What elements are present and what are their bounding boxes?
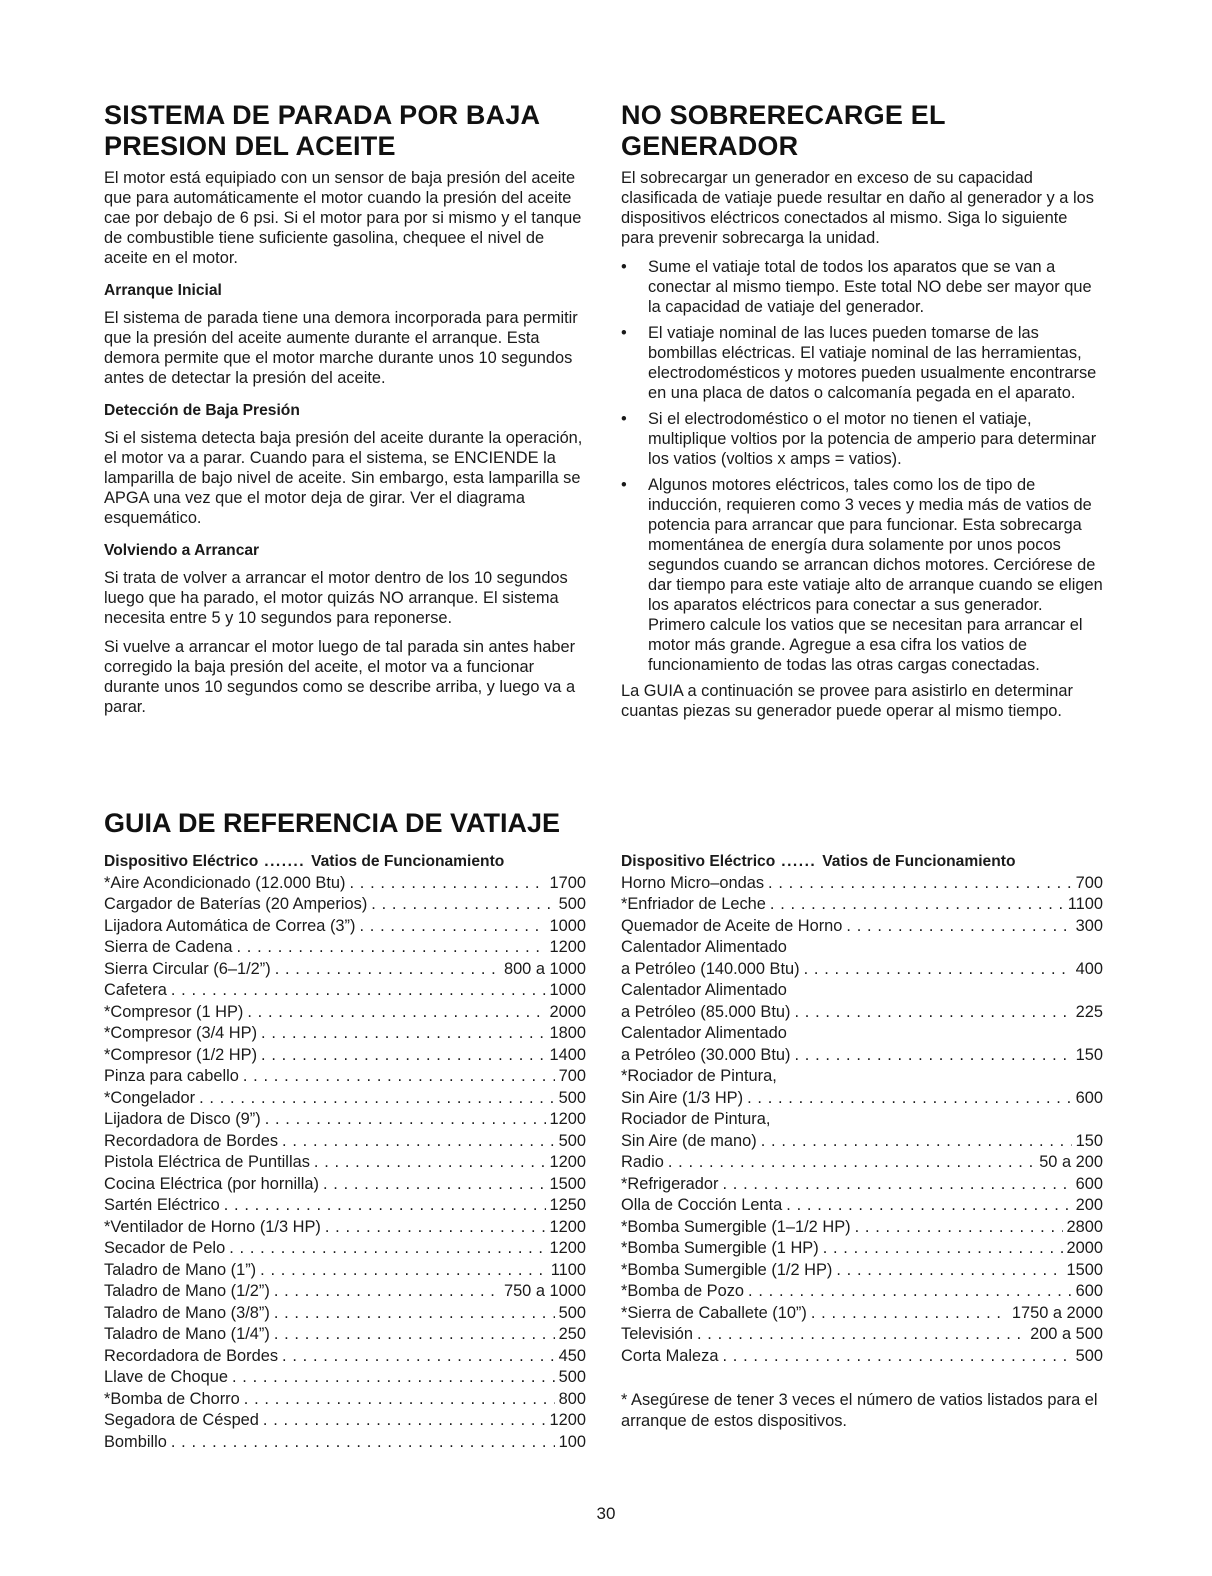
dot-leader bbox=[199, 1088, 555, 1110]
footnote: * Asegúrese de tener 3 veces el número de vatios listados para el arranque de estos dispositivos. bbox=[621, 1391, 1098, 1430]
watts-value: 800 a 1000 bbox=[503, 959, 586, 978]
watts-value: 1100 bbox=[550, 1260, 586, 1279]
device-name: *Compresor (3/4 HP) bbox=[104, 1024, 258, 1042]
table-row bbox=[104, 1066, 586, 1088]
device-name: *Ventilador de Horno (1/3 HP) bbox=[104, 1217, 321, 1236]
table-row bbox=[621, 1045, 1103, 1067]
device-name: *Bomba Sumergible (1/2 HP) bbox=[621, 1260, 833, 1279]
table-row bbox=[621, 1109, 1103, 1131]
watts-value: 2800 bbox=[1066, 1217, 1103, 1236]
table-row bbox=[621, 873, 1103, 895]
watts-value: 400 bbox=[1075, 959, 1103, 978]
dot-leader bbox=[786, 1195, 1071, 1217]
dot-leader bbox=[243, 1066, 555, 1088]
bullet-icon: • bbox=[621, 410, 627, 428]
dot-leader bbox=[261, 1045, 546, 1067]
device-name: Calentador Alimentado bbox=[621, 1024, 787, 1042]
watts-value: 600 bbox=[1075, 1282, 1103, 1300]
table-row bbox=[621, 1023, 1103, 1045]
guide-title: GUIA DE REFERENCIA DE VATIAJE bbox=[104, 808, 561, 838]
section-title-overload: NO SOBRERECARGE EL GENERADOR bbox=[621, 100, 946, 161]
table-row bbox=[621, 1195, 1103, 1217]
dot-leader bbox=[244, 1389, 555, 1411]
device-name: Televisión bbox=[621, 1325, 693, 1343]
dot-leader bbox=[260, 1260, 547, 1282]
device-name: Segadora de Césped bbox=[104, 1411, 259, 1429]
watts-value: 1700 bbox=[549, 873, 586, 892]
dot-leader bbox=[171, 1432, 555, 1454]
watts-value: 200 bbox=[1075, 1196, 1103, 1214]
dot-leader bbox=[314, 1152, 546, 1174]
watts-value: 700 bbox=[558, 1067, 586, 1085]
table-row bbox=[104, 1109, 586, 1131]
device-name: *Refrigerador bbox=[621, 1174, 719, 1193]
device-name: Pistola Eléctrica de Puntillas bbox=[104, 1153, 310, 1171]
table-row bbox=[621, 894, 1103, 916]
table-row bbox=[104, 1023, 586, 1045]
table-row bbox=[621, 1131, 1103, 1153]
paragraph-volviendo-1: Si trata de volver a arrancar el motor dentro de los 10 segundos luego que ha parado, el motor quizás NO arranque. El sistema necesita entre 5 y 10 segundos para reponerse. bbox=[104, 569, 568, 627]
overload-intro: El sobrecargar un generador en exceso de su capacidad clasificada de vatiaje puede resultar en daño al generador y a los dispositivos eléctricos conectados al mismo. Siga lo siguiente para prevenir sobrecarga la unidad. bbox=[621, 169, 1094, 247]
dot-leader bbox=[770, 894, 1064, 916]
device-name: Sin Aire (1/3 HP) bbox=[621, 1088, 744, 1107]
dot-leader bbox=[171, 980, 546, 1002]
dot-leader bbox=[668, 1152, 1035, 1174]
table-row bbox=[621, 1088, 1103, 1110]
device-name: Cafetera bbox=[104, 981, 167, 999]
left-column bbox=[104, 100, 590, 726]
table-row bbox=[621, 916, 1103, 938]
device-name: Recordadora de Bordes bbox=[104, 1131, 279, 1150]
device-name: *Bomba de Pozo bbox=[621, 1282, 745, 1300]
dot-leader bbox=[274, 1281, 500, 1303]
table-row bbox=[104, 1217, 586, 1239]
watts-value: 150 bbox=[1075, 1045, 1103, 1064]
bullet-icon: • bbox=[621, 476, 627, 494]
device-name: Secador de Pelo bbox=[104, 1239, 226, 1257]
table-row bbox=[621, 1066, 1103, 1088]
table-row bbox=[104, 1389, 586, 1411]
table-row bbox=[104, 916, 586, 938]
device-name: a Petróleo (140.000 Btu) bbox=[621, 959, 800, 978]
device-name: Lijadora de Disco (9”) bbox=[104, 1110, 261, 1128]
table-row bbox=[104, 1303, 586, 1325]
device-name: *Congelador bbox=[104, 1088, 196, 1107]
device-name: Llave de Choque bbox=[104, 1368, 228, 1386]
table-row bbox=[104, 1346, 586, 1368]
dot-leader bbox=[247, 1002, 545, 1024]
watts-value: 1400 bbox=[549, 1045, 586, 1064]
watts-value: 1200 bbox=[549, 1217, 586, 1236]
list-item: • Algunos motores eléctricos, tales como los de tipo de inducción, requieren como 3 veces y media más de vatios de potencia para arrancar que para funcionar. Esta sobrecarga momentánea de energía dura solamente por unos pocos segundos cuando se arrancan dichos motores. Cerciórese de dar tiempo para este vatiaje alto de arranque cuando se eligen los aparatos eléctricos para conectar a sus generador. Primero calcule los vatios que se necesitan para arrancar el motor más grande. Agregue a esa cifra los vatios de funcionamiento de todas las otras cargas conectadas. bbox=[621, 476, 1103, 674]
table-row bbox=[621, 1238, 1103, 1260]
table-row bbox=[621, 959, 1103, 981]
header-watts: Vatios de Funcionamiento bbox=[822, 853, 1016, 870]
watts-value: 1250 bbox=[549, 1196, 586, 1214]
watts-value: 750 a 1000 bbox=[503, 1282, 586, 1300]
dot-leader bbox=[747, 1088, 1072, 1110]
device-name: Sierra Circular (6–1/2”) bbox=[104, 959, 271, 978]
header-watts: Vatios de Funcionamiento bbox=[311, 853, 505, 870]
dot-leader bbox=[323, 1174, 546, 1196]
watts-value: 1200 bbox=[549, 1153, 586, 1171]
dot-leader bbox=[265, 1109, 546, 1131]
dot-leader bbox=[804, 959, 1072, 981]
table-row bbox=[104, 1174, 586, 1196]
device-name: Quemador de Aceite de Horno bbox=[621, 916, 843, 935]
table-row bbox=[104, 937, 586, 959]
heading-deteccion: Detección de Baja Presión bbox=[104, 402, 300, 419]
device-name: Pinza para cabello bbox=[104, 1067, 239, 1085]
device-name: *Compresor (1 HP) bbox=[104, 1002, 244, 1021]
device-name: a Petróleo (85.000 Btu) bbox=[621, 1002, 791, 1021]
watts-value: 1800 bbox=[549, 1024, 586, 1042]
device-name: Taladro de Mano (3/8”) bbox=[104, 1303, 270, 1322]
table-header: Dispositivo Eléctrico ....... Vatios de Funcionamiento bbox=[104, 851, 586, 873]
table-body bbox=[621, 873, 1103, 1368]
dot-leader bbox=[232, 1367, 555, 1389]
device-name: Sartén Eléctrico bbox=[104, 1196, 220, 1214]
watts-value: 500 bbox=[558, 1368, 586, 1386]
watts-value: 1200 bbox=[549, 938, 586, 956]
list-item: • Sume el vatiaje total de todos los aparatos que se van a conectar al mismo tiempo. Este total NO debe ser mayor que la capacidad de vatiaje del generador. bbox=[621, 258, 1092, 316]
device-name: Taladro de Mano (1/2”) bbox=[104, 1282, 270, 1300]
dot-leader bbox=[836, 1260, 1062, 1282]
dot-leader bbox=[275, 959, 500, 981]
dot-leader bbox=[768, 873, 1072, 895]
device-name: *Aire Acondicionado (12.000 Btu) bbox=[104, 873, 346, 892]
watts-value: 500 bbox=[558, 1131, 586, 1150]
table-row bbox=[104, 894, 586, 916]
dot-leader bbox=[282, 1346, 555, 1368]
dot-leader bbox=[236, 937, 545, 959]
section-title-low-oil: SISTEMA DE PARADA POR BAJA PRESION DEL ACEITE bbox=[104, 100, 540, 161]
table-row bbox=[621, 1260, 1103, 1282]
bullet-icon: • bbox=[621, 324, 627, 342]
device-name: *Bomba Sumergible (1–1/2 HP) bbox=[621, 1217, 851, 1236]
table-row bbox=[621, 1303, 1103, 1325]
device-name: *Sierra de Caballete (10”) bbox=[621, 1303, 807, 1322]
table-header: Dispositivo Eléctrico ...... Vatios de Funcionamiento bbox=[621, 851, 1103, 873]
device-name: a Petróleo (30.000 Btu) bbox=[621, 1045, 791, 1064]
dot-leader bbox=[325, 1217, 546, 1239]
table-row bbox=[621, 937, 1103, 959]
table-row bbox=[621, 1174, 1103, 1196]
watts-value: 150 bbox=[1075, 1131, 1103, 1150]
dot-leader bbox=[282, 1131, 555, 1153]
device-name: Olla de Cocción Lenta bbox=[621, 1196, 783, 1214]
dot-leader bbox=[794, 1002, 1071, 1024]
table-row bbox=[621, 1152, 1103, 1174]
bullet-icon: • bbox=[621, 258, 627, 276]
wattage-table-right bbox=[621, 851, 1103, 1367]
watts-value: 500 bbox=[1075, 1346, 1103, 1365]
table-row bbox=[104, 959, 586, 981]
watts-value: 1200 bbox=[549, 1110, 586, 1128]
heading-volviendo: Volviendo a Arrancar bbox=[104, 542, 260, 559]
watts-value: 1000 bbox=[549, 916, 586, 935]
page-number: 30 bbox=[596, 1504, 616, 1523]
overload-bullets bbox=[621, 257, 1103, 675]
table-row bbox=[104, 1260, 586, 1282]
table-row bbox=[621, 1217, 1103, 1239]
overload-closing: La GUIA a continuación se provee para asistirlo en determinar cuantas piezas su generador puede operar al mismo tiempo. bbox=[621, 682, 1073, 720]
watts-value: 700 bbox=[1075, 873, 1103, 892]
watts-value: 500 bbox=[558, 1303, 586, 1322]
dot-leader bbox=[359, 916, 545, 938]
dot-leader bbox=[224, 1195, 546, 1217]
device-name: *Compresor (1/2 HP) bbox=[104, 1045, 258, 1064]
watts-value: 50 a 200 bbox=[1039, 1153, 1103, 1171]
watts-value: 225 bbox=[1075, 1002, 1103, 1021]
device-name: Lijadora Automática de Correa (3”) bbox=[104, 916, 356, 935]
dot-leader bbox=[274, 1303, 555, 1325]
device-name: Corta Maleza bbox=[621, 1346, 719, 1365]
dot-leader bbox=[748, 1281, 1072, 1303]
dot-leader bbox=[371, 894, 554, 916]
dot-leader bbox=[229, 1238, 545, 1260]
device-name: Recordadora de Bordes bbox=[104, 1346, 279, 1365]
watts-value: 500 bbox=[558, 1088, 586, 1107]
watts-value: 200 a 500 bbox=[1030, 1325, 1103, 1343]
table-row bbox=[104, 1002, 586, 1024]
table-row bbox=[621, 1346, 1103, 1368]
dot-leader bbox=[263, 1410, 546, 1432]
device-name: Taladro de Mano (1/4”) bbox=[104, 1325, 270, 1343]
device-name: *Rociador de Pintura, bbox=[621, 1067, 777, 1085]
device-name: Sin Aire (de mano) bbox=[621, 1131, 757, 1150]
watts-value: 250 bbox=[558, 1325, 586, 1343]
list-item: • Si el electrodoméstico o el motor no tienen el vatiaje, multiplique voltios por la potencia de amperio para determinar los vatios (voltios x amps = vatios). bbox=[621, 410, 1097, 468]
table-row bbox=[104, 980, 586, 1002]
dot-leader bbox=[261, 1023, 546, 1045]
watts-value: 2000 bbox=[549, 1002, 586, 1021]
table-row bbox=[104, 1281, 586, 1303]
paragraph-volviendo-2: Si vuelve a arrancar el motor luego de tal parada sin antes haber corregido la baja presión del aceite, el motor va a funcionar durante unos 10 segundos como se describe arriba, y luego va a parar. bbox=[104, 638, 576, 716]
right-column bbox=[621, 100, 1103, 730]
watts-value: 1200 bbox=[549, 1411, 586, 1429]
watts-value: 1200 bbox=[549, 1239, 586, 1257]
table-row bbox=[104, 1367, 586, 1389]
device-name: Cargador de Baterías (20 Amperios) bbox=[104, 895, 368, 913]
dot-leader bbox=[722, 1346, 1071, 1368]
device-name: Radio bbox=[621, 1153, 664, 1171]
list-item: • El vatiaje nominal de las luces pueden tomarse de las bombillas eléctricas. El vatiaje nominal de las herramientas, electrodomésticos y motores pueden usualmente encontrarse en una placa de datos o calcomanía pegada en el aparato. bbox=[621, 324, 1097, 402]
watts-value: 1500 bbox=[549, 1174, 586, 1193]
watts-value: 1000 bbox=[549, 981, 586, 999]
dot-leader bbox=[761, 1131, 1072, 1153]
heading-arranque-inicial: Arranque Inicial bbox=[104, 282, 222, 299]
table-row bbox=[621, 980, 1103, 1002]
watts-value: 500 bbox=[558, 895, 586, 913]
dot-leader bbox=[722, 1174, 1071, 1196]
watts-value: 300 bbox=[1075, 916, 1103, 935]
table-row bbox=[104, 1088, 586, 1110]
dot-leader bbox=[846, 916, 1071, 938]
table-row bbox=[104, 1131, 586, 1153]
device-name: Bombillo bbox=[104, 1432, 167, 1451]
table-row bbox=[104, 1195, 586, 1217]
dot-leader bbox=[823, 1238, 1063, 1260]
table-row bbox=[104, 1045, 586, 1067]
table-row bbox=[621, 1324, 1103, 1346]
watts-value: 1750 a 2000 bbox=[1011, 1303, 1103, 1322]
dot-leader bbox=[697, 1324, 1026, 1346]
device-name: Horno Micro–ondas bbox=[621, 873, 765, 892]
dot-leader bbox=[274, 1324, 555, 1346]
watts-value: 2000 bbox=[1066, 1239, 1103, 1257]
low-oil-intro: El motor está equipiado con un sensor de baja presión del aceite que para automáticamente el motor cuando la presión del aceite cae por debajo de 6 psi. Si el motor para por si mismo y el tanque de combustible tiene suficiente gasolina, chequee el nivel de aceite en el motor. bbox=[104, 169, 582, 267]
header-device: Dispositivo Eléctrico bbox=[621, 853, 776, 870]
watts-value: 800 bbox=[558, 1389, 586, 1408]
dot-leader bbox=[794, 1045, 1071, 1067]
watts-value: 450 bbox=[558, 1346, 586, 1365]
wattage-table-left bbox=[104, 851, 586, 1453]
paragraph-arranque-inicial: El sistema de parada tiene una demora incorporada para permitir que la presión del aceite aumente durante el arranque. Esta demora permite que el motor marche durante unos 10 segundos antes de detectar la presión del aceite. bbox=[104, 309, 578, 387]
watts-value: 1500 bbox=[1066, 1260, 1103, 1279]
table-row bbox=[104, 1324, 586, 1346]
device-name: *Bomba Sumergible (1 HP) bbox=[621, 1239, 819, 1257]
device-name: *Enfriador de Leche bbox=[621, 895, 766, 913]
dot-leader bbox=[349, 873, 545, 895]
watts-value: 600 bbox=[1075, 1088, 1103, 1107]
dot-leader bbox=[811, 1303, 1008, 1325]
table-row bbox=[104, 873, 586, 895]
table-body bbox=[104, 873, 586, 1454]
table-row bbox=[104, 1432, 586, 1454]
watts-value: 1100 bbox=[1067, 895, 1103, 913]
device-name: Calentador Alimentado bbox=[621, 938, 787, 956]
table-row bbox=[104, 1152, 586, 1174]
device-name: Taladro de Mano (1”) bbox=[104, 1260, 257, 1279]
device-name: Cocina Eléctrica (por hornilla) bbox=[104, 1174, 319, 1193]
paragraph-deteccion: Si el sistema detecta baja presión del aceite durante la operación, el motor va a parar. Cuando para el sistema, se ENCIENDE la lamparilla de bajo nivel de aceite. Sin embargo, esta lamparilla se APGA una vez que el motor deja de girar. Ver el diagrama esquemático. bbox=[104, 429, 583, 527]
table-row bbox=[621, 1281, 1103, 1303]
dot-leader bbox=[855, 1217, 1063, 1239]
device-name: Calentador Alimentado bbox=[621, 981, 787, 999]
device-name: *Bomba de Chorro bbox=[104, 1389, 240, 1408]
device-name: Sierra de Cadena bbox=[104, 938, 233, 956]
table-row bbox=[104, 1238, 586, 1260]
watts-value: 600 bbox=[1075, 1174, 1103, 1193]
device-name: Rociador de Pintura, bbox=[621, 1110, 771, 1128]
table-row bbox=[104, 1410, 586, 1432]
table-row bbox=[621, 1002, 1103, 1024]
watts-value: 100 bbox=[558, 1432, 586, 1451]
header-device: Dispositivo Eléctrico bbox=[104, 853, 259, 870]
